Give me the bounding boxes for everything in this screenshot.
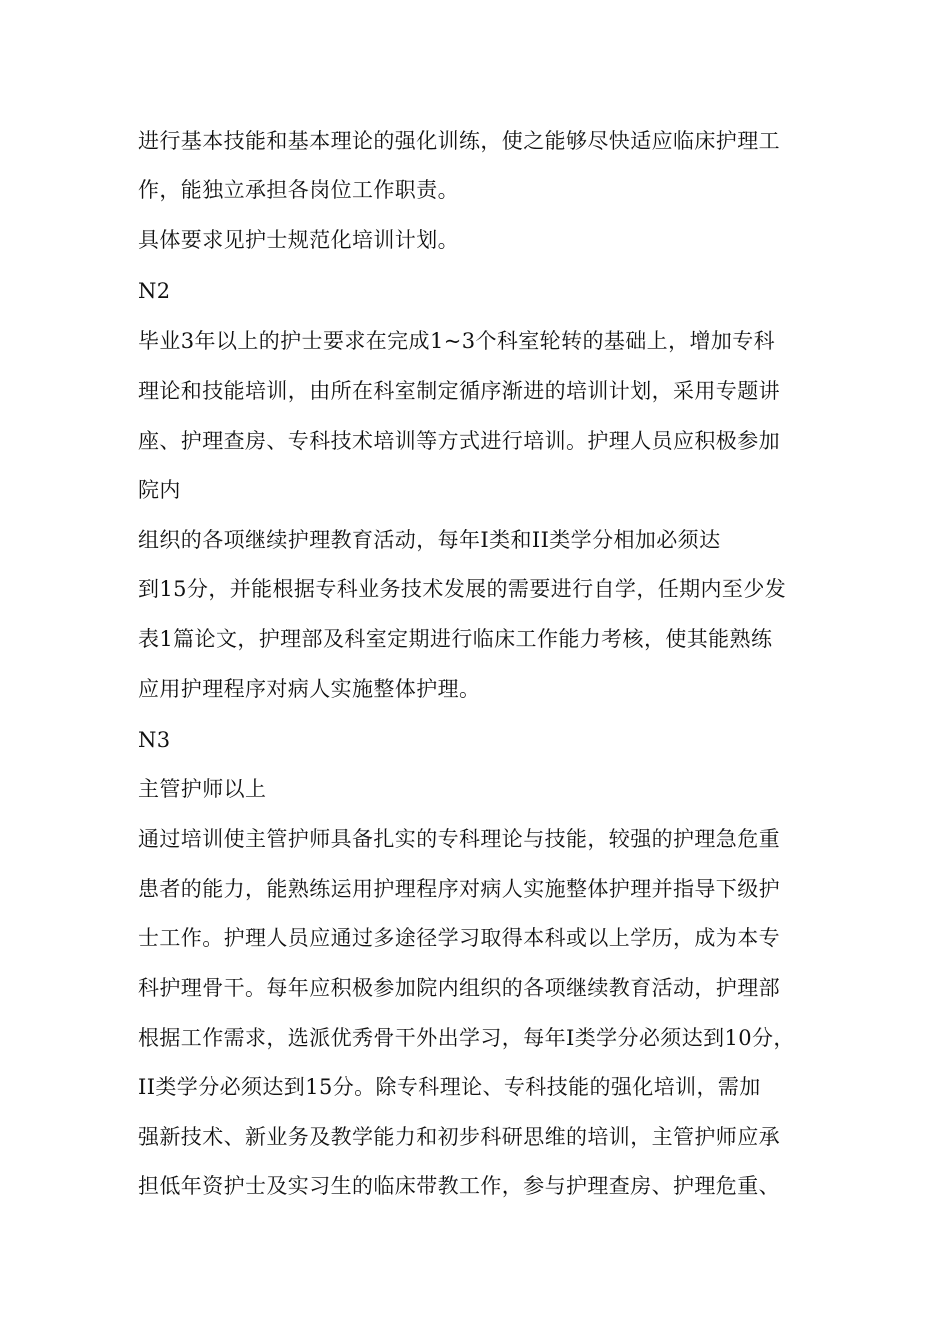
text-line: 应用护理程序对病人实施整体护理。 <box>138 677 481 701</box>
text-line: 组织的各项继续护理教育活动，每年I类和II类学分相加必须达 <box>138 528 721 552</box>
text-line: 主管护师以上 <box>138 777 267 801</box>
text-line: 座、护理查房、专科技术培训等方式进行培训。护理人员应积极参加 <box>138 429 780 453</box>
text-line: 进行基本技能和基本理论的强化训练，使之能够尽快适应临床护理工 <box>138 129 780 153</box>
text-line: 通过培训使主管护师具备扎实的专科理论与技能，较强的护理急危重 <box>138 827 780 851</box>
text-line: 担低年资护士及实习生的临床带教工作，参与护理查房、护理危重、 <box>138 1174 780 1198</box>
text-line: 理论和技能培训，由所在科室制定循序渐进的培训计划，采用专题讲 <box>138 379 780 403</box>
text-line: 科护理骨干。每年应积极参加院内组织的各项继续教育活动，护理部 <box>138 976 780 1000</box>
text-line: 作，能独立承担各岗位工作职责。 <box>138 178 459 202</box>
section-heading-n3: N3 <box>138 728 171 752</box>
text-line: 到15分，并能根据专科业务技术发展的需要进行自学，任期内至少发 <box>138 577 787 601</box>
text-line: 表1篇论文，护理部及科室定期进行临床工作能力考核，使其能熟练 <box>138 627 773 651</box>
text-line: II类学分必须达到15分。除专科理论、专科技能的强化培训，需加 <box>138 1075 761 1099</box>
text-line: 根据工作需求，选派优秀骨干外出学习，每年I类学分必须达到10分， <box>138 1026 795 1050</box>
text-line: 患者的能力，能熟练运用护理程序对病人实施整体护理并指导下级护 <box>138 877 780 901</box>
section-heading-n2: N2 <box>138 279 171 303</box>
text-line: 强新技术、新业务及教学能力和初步科研思维的培训，主管护师应承 <box>138 1125 780 1149</box>
text-line: 具体要求见护士规范化培训计划。 <box>138 228 459 252</box>
text-line: 毕业3年以上的护士要求在完成1~3个科室轮转的基础上，增加专科 <box>138 329 776 353</box>
text-line: 士工作。护理人员应通过多途径学习取得本科或以上学历，成为本专 <box>138 926 780 950</box>
text-line: 院内 <box>138 478 181 502</box>
